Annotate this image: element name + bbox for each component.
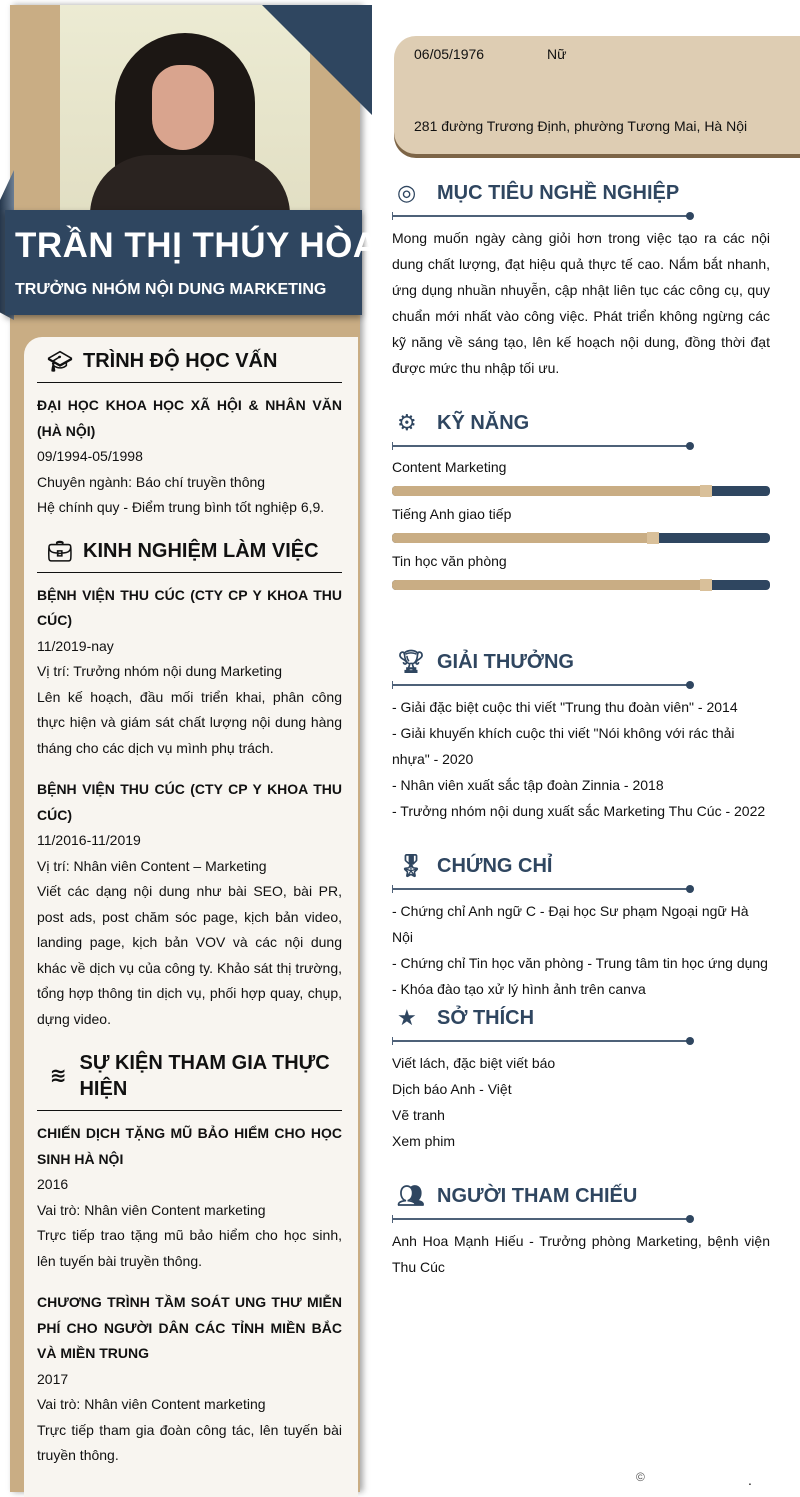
certificate-item: - Chứng chỉ Anh ngữ C - Đại học Sư phạm Ngoại ngữ Hà Nội	[392, 903, 749, 945]
skill-bar	[392, 486, 770, 496]
event-entry	[37, 1290, 342, 1469]
hobby-item: Dịch báo Anh - Việt	[392, 1081, 512, 1097]
event-entry	[37, 1121, 342, 1274]
heading-text: NGƯỜI THAM CHIẾU	[437, 1184, 638, 1207]
skill-bar-fill	[392, 486, 706, 496]
section-heading	[392, 1178, 770, 1214]
period: 09/1994-05/1998	[37, 448, 143, 464]
education-heading	[37, 339, 342, 383]
hobby-item: Vẽ tranh	[392, 1107, 445, 1123]
heading-text: SỰ KIỆN THAM GIA THỰC HIỆN	[79, 1052, 330, 1100]
skill-item	[392, 506, 770, 543]
hobby-item: Viết lách, đặc biệt viết báo	[392, 1055, 556, 1071]
candidate-title: TRƯỞNG NHÓM NỘI DUNG MARKETING	[15, 281, 327, 298]
award-item: - Giải đặc biệt cuộc thi viết "Trung thu đoàn viên" - 2014	[392, 699, 738, 715]
heading-divider	[392, 215, 690, 217]
events-heading	[37, 1040, 342, 1111]
hobbies-section	[392, 1000, 770, 1154]
experience-entry	[37, 777, 342, 1032]
heading-divider	[392, 1218, 690, 1220]
skill-bar-knob	[700, 485, 712, 497]
company: BỆNH VIỆN THU CÚC (CTY CP Y KHOA THU CÚC)	[37, 586, 342, 628]
heading-divider	[392, 445, 690, 447]
period: 11/2019-nay	[37, 637, 114, 654]
section-heading	[392, 1000, 770, 1036]
certificate-item: - Khóa đào tạo xử lý hình ảnh trên canva	[392, 981, 646, 997]
note: Hệ chính quy - Điểm trung bình tốt nghiệp 6,9.	[37, 499, 325, 515]
skill-name: Tin học văn phòng	[392, 553, 507, 569]
heading-divider	[392, 684, 690, 686]
award-item: - Nhân viên xuất sắc tập đoàn Zinnia - 2018	[392, 777, 664, 793]
trophy-icon: 🏆︎	[397, 649, 425, 674]
candidate-name: TRẦN THỊ THÚY HÒA	[15, 226, 379, 265]
graduation-cap-icon: 🎓︎	[47, 351, 73, 373]
heading-text: SỞ THÍCH	[437, 1006, 535, 1029]
event-name: CHIẾN DỊCH TẶNG MŨ BẢO HIỂM CHO HỌC SINH HÀ NỘI	[37, 1125, 342, 1167]
heading-text: KINH NGHIỆM LÀM VIỆC	[83, 539, 319, 562]
major: Chuyên ngành: Báo chí truyền thông	[37, 473, 266, 490]
gender: Nữ	[547, 46, 567, 62]
description: Trực tiếp trao tặng mũ bảo hiểm cho học sinh, lên tuyến bài truyền thông.	[37, 1227, 342, 1269]
certificates-section	[392, 848, 770, 1002]
role: Vai trò: Nhân viên Content marketing	[37, 1201, 266, 1218]
description: Trực tiếp tham gia đoàn công tác, lên tuyến bài truyền thông.	[37, 1421, 342, 1463]
heading-text: KỸ NĂNG	[437, 411, 530, 434]
section-heading	[392, 175, 770, 211]
skill-bar	[392, 533, 770, 543]
heading-text: GIẢI THƯỞNG	[437, 650, 574, 673]
skills-section	[392, 405, 770, 600]
skill-bar-knob	[700, 579, 712, 591]
year: 2017	[37, 1370, 69, 1387]
skill-bar-fill	[392, 533, 653, 543]
section-heading	[392, 644, 770, 680]
photo-corner-ribbon	[262, 5, 372, 115]
date-of-birth: 06/05/1976	[414, 46, 485, 62]
certificate-item: - Chứng chỉ Tin học văn phòng - Trung tâm tin học ứng dụng	[392, 955, 768, 971]
heading-divider	[392, 888, 690, 890]
awards-section	[392, 644, 770, 824]
award-ribbon-icon: 🎖︎	[397, 853, 425, 878]
heading-divider	[392, 1040, 690, 1042]
reference-text: Anh Hoa Mạnh Hiếu - Trưởng phòng Marketing, bệnh viện Thu Cúc	[392, 1233, 770, 1275]
left-card	[24, 337, 358, 1497]
heading-text: MỤC TIÊU NGHỀ NGHIỆP	[437, 181, 680, 204]
description: Viết các dạng nội dung như bài SEO, bài PR, post ads, post chăm sóc page, kịch bản video, landing page, kịch bản VOV và các nội dung khác về dịch vụ của công ty. Khảo sát thị trường, tổng hợp thông tin dịch vụ, phối hợp quay, chụp, dựng video.	[37, 883, 342, 1027]
description: Lên kế hoạch, đầu mối triển khai, phân công thực hiện và giám sát chất lượng nội dung hàng tháng cho các dịch vụ mình phụ trách.	[37, 688, 342, 756]
briefcase-icon: 💼︎	[47, 540, 73, 563]
year: 2016	[37, 1176, 69, 1192]
company: BỆNH VIỆN THU CÚC (CTY CP Y KHOA THU CÚC)	[37, 781, 342, 823]
objective-section	[392, 175, 770, 381]
hobby-item: Xem phim	[392, 1133, 456, 1149]
event-name: CHƯƠNG TRÌNH TẦM SOÁT UNG THƯ MIỄN PHÍ CHO NGƯỜI DÂN CÁC TỈNH MIỀN BẮC VÀ MIỀN TRUNG	[37, 1294, 342, 1361]
heading-text: CHỨNG CHỈ	[437, 854, 553, 877]
objective-text: Mong muốn ngày càng giỏi hơn trong việc tạo ra các nội dung chất lượng, đạt hiệu quả thực tế cao. Nắm bắt nhanh, ứng dụng nhuần nhuyễn, cập nhật liên tục các công cụ, quy chuẩn mới nhất vào công việc. Phát triển không ngừng các kỹ năng về sáng tạo, lên kế hoạch nội dung, đồng thời đạt được mức thu nhập tối ưu.	[392, 230, 770, 376]
skill-item	[392, 553, 770, 590]
award-item: - Trưởng nhóm nội dung xuất sắc Marketing Thu Cúc - 2022	[392, 803, 766, 819]
skill-name: Tiếng Anh giao tiếp	[392, 506, 512, 522]
education-entry	[37, 393, 342, 521]
layers-icon: ≋	[49, 1065, 67, 1087]
footer-dot: .	[748, 1472, 752, 1488]
experience-entry	[37, 583, 342, 762]
experience-heading	[37, 529, 342, 573]
star-icon: ★	[397, 1005, 417, 1030]
skill-bar-knob	[647, 532, 659, 544]
heading-text: TRÌNH ĐỘ HỌC VẤN	[83, 350, 278, 372]
period: 11/2016-11/2019	[37, 832, 141, 848]
skill-item	[392, 459, 770, 496]
skill-name: Content Marketing	[392, 459, 507, 475]
target-icon: ◎	[397, 180, 417, 205]
section-heading	[392, 405, 770, 441]
position: Vị trí: Nhân viên Content – Marketing	[37, 857, 267, 874]
school-name: ĐẠI HỌC KHOA HỌC XÃ HỘI & NHÂN VĂN (HÀ NỘI)	[37, 397, 342, 439]
skill-bar	[392, 580, 770, 590]
users-icon: 👥︎	[397, 1183, 425, 1208]
contact-box	[394, 36, 800, 154]
skill-bar-fill	[392, 580, 706, 590]
address: 281 đường Trương Định, phường Tương Mai, Hà Nội	[414, 118, 748, 134]
position: Vị trí: Trưởng nhóm nội dung Marketing	[37, 663, 282, 679]
references-section	[392, 1178, 770, 1280]
section-heading	[392, 848, 770, 884]
copyright-mark: ©	[636, 1470, 645, 1484]
role: Vai trò: Nhân viên Content marketing	[37, 1396, 266, 1412]
award-item: - Giải khuyến khích cuộc thi viết "Nói không với rác thải nhựa" - 2020	[392, 725, 735, 767]
gear-icon: ⚙	[397, 410, 417, 435]
